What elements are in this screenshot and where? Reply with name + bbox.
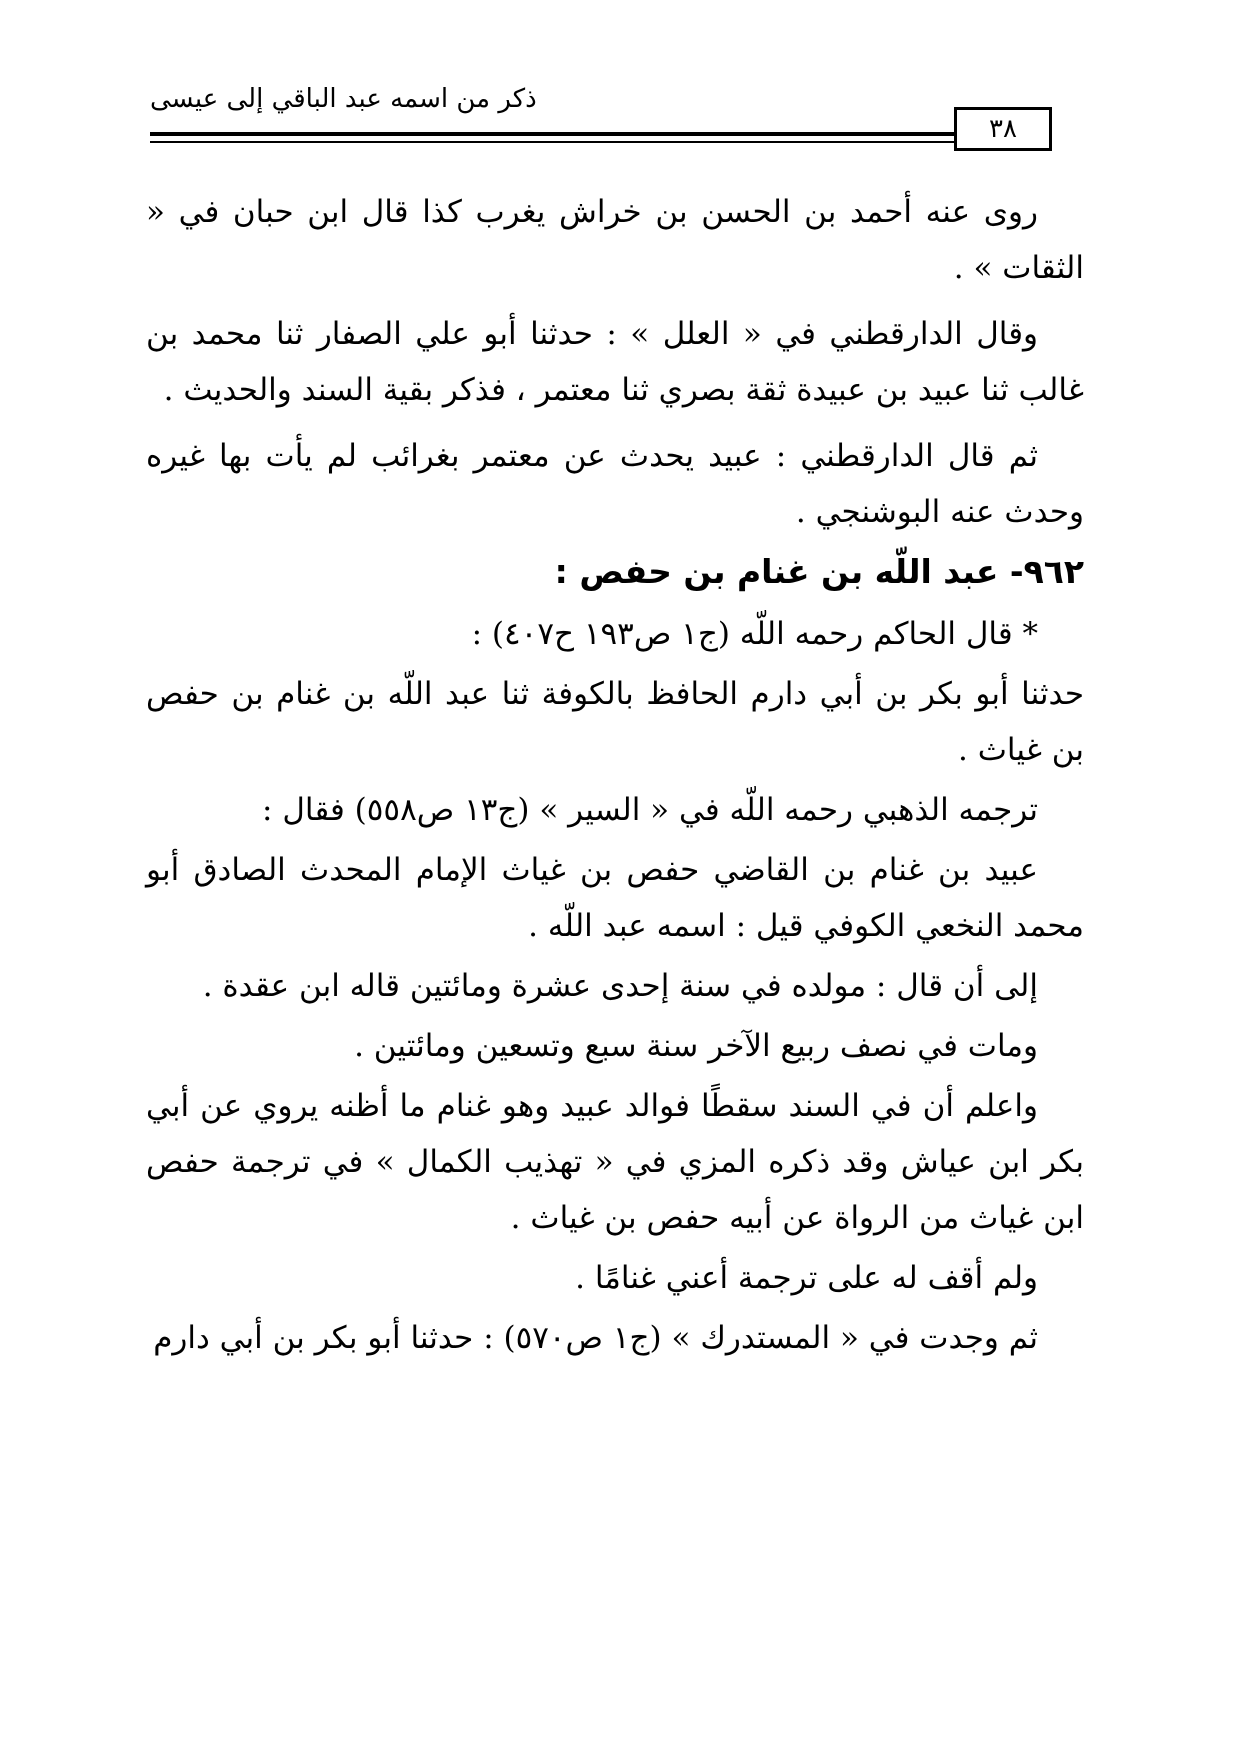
header-rule-thick — [150, 132, 956, 136]
paragraph: * قال الحاكم رحمه اللّه (ج١ ص١٩٣ ح٤٠٧) : — [471, 616, 1038, 652]
paragraph: روى عنه أحمد بن الحسن بن خراش يغرب كذا قال ابن حبان في « الثقات » . — [146, 194, 1084, 286]
paragraph: إلى أن قال : مولده في سنة إحدى عشرة ومائتين قاله ابن عقدة . — [202, 968, 1038, 1004]
entry-heading: ٩٦٢- عبد اللّه بن غنام بن حفص : — [554, 552, 1084, 591]
paragraph: ثم وجدت في « المستدرك » (ج١ ص٥٧٠) : حدثنا أبو بكر بن أبي دارم — [153, 1320, 1038, 1356]
paragraph: ثم قال الدارقطني : عبيد يحدث عن معتمر بغرائب لم يأت بها غيره وحدث عنه البوشنجي . — [146, 438, 1084, 530]
paragraph: ترجمه الذهبي رحمه اللّه في « السير » (ج١٣ ص٥٥٨) فقال : — [262, 792, 1038, 828]
paragraph: وقال الدارقطني في « العلل » : حدثنا أبو علي الصفار ثنا محمد بن غالب ثنا عبيد بن عبيدة ثقة بصري ثنا معتمر ، فذكر بقية السند والحديث . — [146, 316, 1084, 408]
paragraph: ولم أقف له على ترجمة أعني غنامًا . — [575, 1260, 1038, 1296]
header-rule-thin — [150, 141, 956, 143]
running-header-title: ذكر من اسمه عبد الباقي إلى عيسى — [150, 84, 537, 114]
page-number: ٣٨ — [954, 107, 1052, 151]
paragraph: واعلم أن في السند سقطًا فوالد عبيد وهو غنام ما أظنه يروي عن أبي بكر ابن عياش وقد ذكره المزي في « تهذيب الكمال » في ترجمة حفص ابن غياث من الرواة عن أبيه حفص بن غياث . — [146, 1088, 1084, 1236]
body-text — [146, 184, 1084, 1370]
paragraph: ومات في نصف ربيع الآخر سنة سبع وتسعين ومائتين . — [354, 1028, 1038, 1064]
paragraph: حدثنا أبو بكر بن أبي دارم الحافظ بالكوفة ثنا عبد اللّه بن غنام بن حفص بن غياث . — [146, 676, 1084, 768]
paragraph: عبيد بن غنام بن القاضي حفص بن غياث الإمام المحدث الصادق أبو محمد النخعي الكوفي قيل : اسمه عبد اللّه . — [146, 852, 1084, 944]
